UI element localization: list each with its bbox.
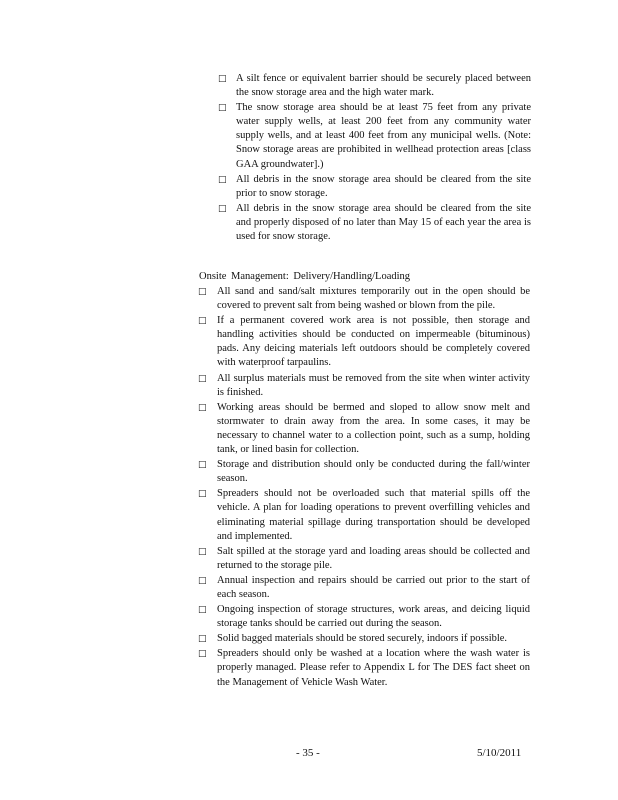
list-item xyxy=(198,372,530,400)
bullet-icon: □ xyxy=(198,489,207,500)
bullet-icon: □ xyxy=(198,575,207,586)
list-item xyxy=(198,314,530,370)
list-item xyxy=(198,574,530,602)
list-item-text: All debris in the snow storage area should be cleared from the site prior to snow storage. xyxy=(236,173,531,199)
list-item xyxy=(198,632,530,646)
bullet-icon: □ xyxy=(198,546,207,557)
bullet-icon: □ xyxy=(198,634,207,645)
bullet-icon: □ xyxy=(218,74,227,84)
list-item-text: Spreaders should only be washed at a location where the wash water is properly managed. Please refer to Appendix L for The DES fact sheet on the Management of Vehicle Wash Water. xyxy=(217,648,530,688)
bullet-icon: □ xyxy=(198,316,207,327)
bullet-icon: □ xyxy=(218,203,227,214)
list-item-text: All debris in the snow storage area should be cleared from the site and properly disposed of no later than May 15 of each year the area is used for snow storage. xyxy=(236,202,531,243)
list-item xyxy=(198,603,530,631)
list-item xyxy=(198,545,530,573)
bullet-icon: □ xyxy=(198,605,207,616)
bullet-icon: □ xyxy=(198,649,207,660)
onsite-management-bullet-list xyxy=(198,285,530,691)
list-item-text: If a permanent covered work area is not possible, then storage and handling activities should be conducted on impermeable (bituminous) pads. Any deicing materials left outdoors should be completely covered with waterproof tarpaulins. xyxy=(217,315,530,369)
list-item xyxy=(198,487,530,543)
list-item xyxy=(198,285,530,313)
bullet-icon: □ xyxy=(198,287,207,297)
list-item-text: All sand and sand/salt mixtures temporarily out in the open should be covered to prevent salt from being washed or blown from the pile. xyxy=(217,286,530,312)
list-item-text: Ongoing inspection of storage structures, work areas, and deicing liquid storage tanks should be carried out during the season. xyxy=(217,604,530,630)
bullet-icon: □ xyxy=(218,174,227,185)
bullet-icon: □ xyxy=(198,402,207,413)
list-item xyxy=(218,101,531,171)
bullet-icon: □ xyxy=(218,103,227,114)
list-item-text: Spreaders should not be overloaded such that material spills off the vehicle. A plan for loading operations to prevent overfilling vehicles and eliminating material spillage during transportation should be developed and implemented. xyxy=(217,488,530,542)
bullet-icon: □ xyxy=(198,373,207,384)
page-number: - 35 - xyxy=(296,747,320,759)
list-item xyxy=(218,202,531,244)
list-item-text: Salt spilled at the storage yard and loading areas should be collected and returned to the storage pile. xyxy=(217,545,530,571)
footer-date: 5/10/2011 xyxy=(477,747,522,759)
list-item xyxy=(198,647,530,689)
list-item xyxy=(218,173,531,201)
bullet-icon: □ xyxy=(198,460,207,471)
list-item xyxy=(198,458,530,486)
list-item-text: Working areas should be bermed and sloped to allow snow melt and stormwater to drain away from the area. In some cases, it may be necessary to channel water to a collection point, such as a sump, holding tank, or lined basin for collection. xyxy=(217,401,530,456)
list-item-text: All surplus materials must be removed from the site when winter activity is finished. xyxy=(217,372,530,398)
list-item xyxy=(218,72,531,100)
list-item-text: The snow storage area should be at least 75 feet from any private water supply wells, at least 200 feet from any community water supply wells, and at least 400 feet from any municipal wells. (Note: Snow storage areas are prohibited in wellhead protection areas [class GAA groundwater].) xyxy=(236,102,531,170)
list-item-text: Solid bagged materials should be stored securely, indoors if possible. xyxy=(217,633,508,645)
list-item-text: Storage and distribution should only be conducted during the fall/winter season. xyxy=(217,459,530,485)
list-item xyxy=(198,401,530,457)
list-item-text: A silt fence or equivalent barrier should be securely placed between the snow storage area and the high water mark. xyxy=(236,73,531,99)
snow-storage-bullet-list xyxy=(218,72,531,245)
list-item-text: Annual inspection and repairs should be carried out prior to the start of each season. xyxy=(217,574,530,600)
section-heading: Onsite Management: Delivery/Handling/Loading xyxy=(199,271,411,282)
